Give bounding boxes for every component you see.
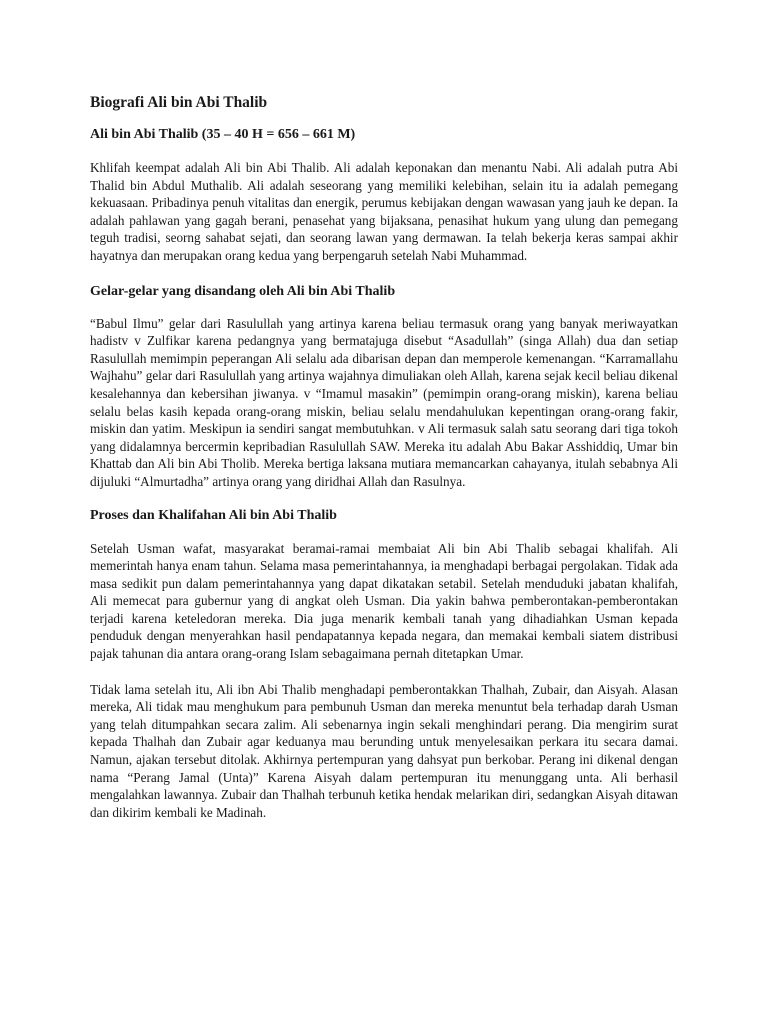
caliphate-paragraph-2: Tidak lama setelah itu, Ali ibn Abi Thalib menghadapi pemberontakkan Thalhah, Zubair, dan Aisyah. Alasan mereka, Ali tidak mau menghukum para pembunuh Usman dan mereka menuntut bela terhadap darah Usman yang telah ditumpahkan secara zalim. Ali sebenarnya ingin sekali menghindari perang. Dia mengirim surat kepada Thalhah dan Zubair agar keduanya mau berunding untuk menyelesaikan perkara itu secara damai. Namun, ajakan tersebut ditolak. Akhirnya pertempuran yang dahsyat pun berkobar. Perang ini dikenal dengan nama “Perang Jamal (Unta)” Karena Aisyah dalam pertempuran itu menunggang unta. Ali berhasil mengalahkan lawannya. Zubair dan Thalhah terbunuh ketika hendak melarikan diri, sedangkan Aisyah ditawan dan dikirim kembali ke Madinah. xyxy=(90,681,678,820)
intro-paragraph: Khlifah keempat adalah Ali bin Abi Thalib. Ali adalah keponakan dan menantu Nabi. Ali adalah putra Abi Thalid bin Abdul Muthalib. Ali adalah seseorang yang memiliki kelebihan, selain itu ia adalah pemegang kekuasaan. Pribadinya penuh vitalitas dan energik, perumus kebijakan dengan wawasan yang jauh ke depan. Ia adalah pahlawan yang gagah berani, penasehat yang bijaksana, penasihat hukum yang ulung dan pemegang teguh tradisi, seorng sahabat sejati, dan seorang lawan yang dermawan. Ia telah bekerja keras sampai akhir hayatnya dan merupakan orang kedua yang berpengaruh setelah Nabi Muhammad. xyxy=(90,160,678,263)
section-heading-titles: Gelar-gelar yang disandang oleh Ali bin Abi Thalib xyxy=(90,283,396,299)
titles-paragraph: “Babul Ilmu” gelar dari Rasulullah yang artinya karena beliau termasuk orang yang banyak meriwayatkan hadistv v Zulfikar karena pedangnya yang bermatajuga disebut “Asadullah” (singa Allah) dua dan setiap Rasulullah memimpin peperangan Ali selalu ada dibarisan depan dan memperole kemenangan. “Karramallahu Wajhahu” gelar dari Rasulullah yang artinya wajahnya dimuliakan oleh Allah, karena sejak kecil beliau dikenal kesalehannya dan kebersihan jiwanya. v “Imamul masakin” (pemimpin orang-orang miskin), karena beliau selalu belas kasih kepada orang-orang miskin, beliau selalu mendahulukan kepentingan orang-orang fakir, miskin dan yatim. Meskipun ia sendiri sangat membutuhkan. v Ali termasuk salah satu seorang dari tiga tokoh yang didalamnya bercermin kepribadian Rasulullah SAW. Mereka itu adalah Abu Bakar Asshiddiq, Umar bin Khattab dan Ali bin Abi Tholib. Mereka bertiga laksana mutiara memancarkan cahayanya, itulah sebabnya Ali dijuluki “Almurtadha” artinya orang yang diridhai Allah dan Rasulnya. xyxy=(90,315,678,489)
section-heading-caliphate: Proses dan Khalifahan Ali bin Abi Thalib xyxy=(90,507,337,523)
caliphate-paragraph-1: Setelah Usman wafat, masyarakat beramai-ramai membaiat Ali bin Abi Thalib sebagai khalifah. Ali memerintah hanya enam tahun. Selama masa pemerintahannya, ia menghadapi berbagai pergolakan. Tidak ada masa sedikit pun dalam pemerintahannya yang dapat dikatakan setabil. Setelah menduduki jabatan khalifah, Ali memecat para gubernur yang di angkat oleh Usman. Dia yakin bahwa pemberontakan-pemberontakan terjadi karena keteledoran mereka. Dia juga menarik kembali tanah yang dihadiahkan Usman kepada penduduk dengan menyerahkan hasil pendapatannya kepada negara, dan memakai kembali siatem distribusi pajak tahunan dia antara orang-orang Islam sebagaimana pernah ditetapkan Umar. xyxy=(90,540,678,662)
document-title: Biografi Ali bin Abi Thalib xyxy=(90,94,268,111)
document-page xyxy=(90,93,678,821)
document-subtitle: Ali bin Abi Thalib (35 – 40 H = 656 – 661 M) xyxy=(90,127,356,142)
